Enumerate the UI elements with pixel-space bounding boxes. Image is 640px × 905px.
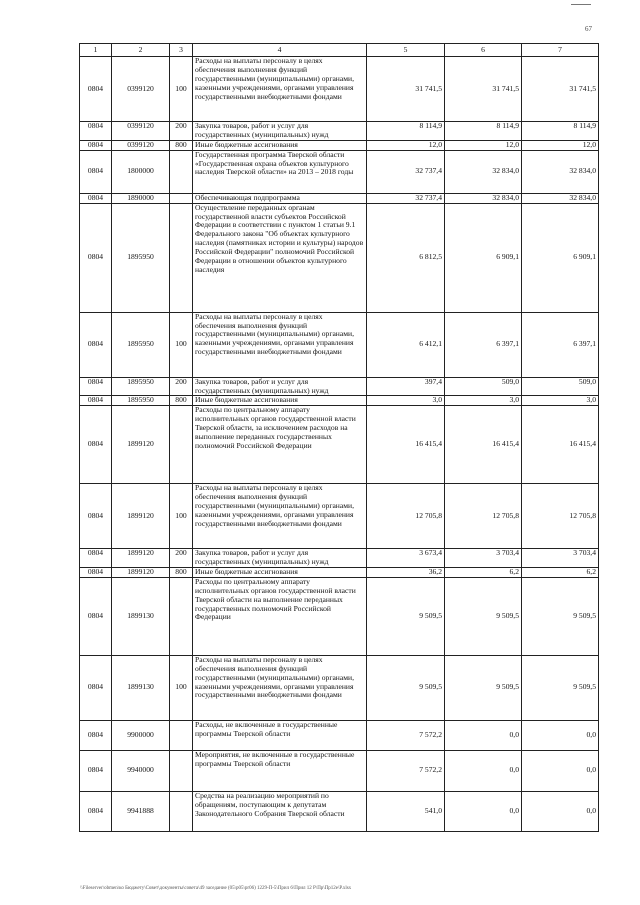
article-code-cell: 1890000 [112,193,170,203]
page-number: 67 [585,25,592,33]
expense-type-cell [170,720,193,750]
article-code-cell: 1895950 [112,396,170,406]
section-code-cell: 0804 [80,549,112,568]
amount-col7-cell: 3 703,4 [522,549,599,568]
article-code-cell: 1899120 [112,549,170,568]
description-cell: Закупка товаров, работ и услуг для государственных (муниципальных) нужд [193,377,367,396]
expense-type-cell: 100 [170,57,193,122]
article-code-cell: 1895950 [112,203,170,312]
article-code-cell: 1895950 [112,312,170,377]
section-code-cell: 0804 [80,750,112,791]
amount-col7-cell: 6,2 [522,568,599,578]
article-code-cell: 0399120 [112,122,170,141]
amount-col6-cell: 9 509,5 [445,655,522,720]
expense-type-cell: 200 [170,549,193,568]
table-row [80,750,599,791]
col-header-2: 2 [112,44,170,57]
amount-col6-cell: 6 397,1 [445,312,522,377]
expense-type-cell [170,577,193,655]
amount-col7-cell: 31 741,5 [522,57,599,122]
section-code-cell: 0804 [80,150,112,193]
expense-type-cell: 800 [170,140,193,150]
table-row [80,568,599,578]
amount-col6-cell: 6,2 [445,568,522,578]
expense-type-cell [170,150,193,193]
expense-type-cell [170,406,193,484]
expense-type-cell: 200 [170,122,193,141]
amount-col5-cell: 541,0 [367,791,445,831]
amount-col7-cell: 3,0 [522,396,599,406]
description-cell: Расходы на выплаты персоналу в целях обеспечения выполнения функций государственными (муниципальными) органами, казенными учреждениями, органами управления государственными внебюджетными фондами [193,484,367,549]
section-code-cell: 0804 [80,140,112,150]
table-row [80,312,599,377]
expense-type-cell: 200 [170,377,193,396]
section-code-cell: 0804 [80,57,112,122]
amount-col5-cell: 36,2 [367,568,445,578]
description-cell: Закупка товаров, работ и услуг для государственных (муниципальных) нужд [193,549,367,568]
amount-col7-cell: 12 705,8 [522,484,599,549]
section-code-cell: 0804 [80,122,112,141]
amount-col6-cell: 16 415,4 [445,406,522,484]
amount-col6-cell: 8 114,9 [445,122,522,141]
expense-type-cell [170,193,193,203]
amount-col7-cell: 16 415,4 [522,406,599,484]
amount-col6-cell: 9 509,5 [445,577,522,655]
table-row [80,484,599,549]
col-header-1: 1 [80,44,112,57]
col-header-3: 3 [170,44,193,57]
expense-type-cell [170,203,193,312]
amount-col6-cell: 3,0 [445,396,522,406]
article-code-cell: 1895950 [112,377,170,396]
top-rule [571,4,591,5]
article-code-cell: 0399120 [112,140,170,150]
amount-col5-cell: 3 673,4 [367,549,445,568]
section-code-cell: 0804 [80,791,112,831]
amount-col5-cell: 397,4 [367,377,445,396]
amount-col6-cell: 12,0 [445,140,522,150]
article-code-cell: 9900000 [112,720,170,750]
amount-col5-cell: 32 737,4 [367,150,445,193]
amount-col5-cell: 6 412,1 [367,312,445,377]
table-row [80,406,599,484]
description-cell: Расходы, не включенные в государственные программы Тверской области [193,720,367,750]
description-cell: Расходы по центральному аппарату исполнительных органов государственной власти Тверской области, за исключением расходов на выполнение переданных государственных полномочий Российской Федерации [193,406,367,484]
amount-col6-cell: 31 741,5 [445,57,522,122]
table-row [80,57,599,122]
section-code-cell: 0804 [80,577,112,655]
description-cell: Расходы на выплаты персоналу в целях обеспечения выполнения функций государственными (муниципальными) органами, казенными учреждениями, органами управления государственными внебюджетными фондами [193,57,367,122]
amount-col7-cell: 12,0 [522,140,599,150]
description-cell: Государственная программа Тверской области «Государственная охрана объектов культурного наследия Тверской области» на 2013 – 2018 годы [193,150,367,193]
section-code-cell: 0804 [80,396,112,406]
amount-col6-cell: 32 834,0 [445,193,522,203]
table-row [80,655,599,720]
description-cell: Расходы на выплаты персоналу в целях обеспечения выполнения функций государственными (муниципальными) органами, казенными учреждениями, органами управления государственными внебюджетными фондами [193,312,367,377]
description-cell: Закупка товаров, работ и услуг для государственных (муниципальных) нужд [193,122,367,141]
description-cell: Иные бюджетные ассигнования [193,140,367,150]
expense-type-cell: 800 [170,396,193,406]
amount-col5-cell: 12 705,8 [367,484,445,549]
table-row [80,150,599,193]
amount-col5-cell: 7 572,2 [367,750,445,791]
amount-col6-cell: 0,0 [445,791,522,831]
header-row [80,44,599,57]
expense-type-cell [170,750,193,791]
table-row [80,122,599,141]
amount-col7-cell: 6 397,1 [522,312,599,377]
article-code-cell: 1899120 [112,568,170,578]
table-row [80,791,599,831]
table-row [80,140,599,150]
amount-col5-cell: 32 737,4 [367,193,445,203]
amount-col6-cell: 6 909,1 [445,203,522,312]
amount-col7-cell: 32 834,0 [522,150,599,193]
table-row [80,577,599,655]
amount-col6-cell: 0,0 [445,720,522,750]
description-cell: Мероприятия, не включенные в государственные программы Тверской области [193,750,367,791]
amount-col7-cell: 32 834,0 [522,193,599,203]
col-header-4: 4 [193,44,367,57]
amount-col5-cell: 9 509,5 [367,655,445,720]
col-header-5: 5 [367,44,445,57]
amount-col7-cell: 0,0 [522,791,599,831]
table-row [80,377,599,396]
section-code-cell: 0804 [80,568,112,578]
article-code-cell: 9941888 [112,791,170,831]
amount-col5-cell: 3,0 [367,396,445,406]
file-path-footer: \\Fileserver\obmen\ко Бюджету\Совет\документы\совета\49 заседание (05\p05\pr06) 1229-П-5\Прил 6\Прил 12 Р\Пр\Пр12е\Р.xlsx [80,886,352,891]
amount-col6-cell: 12 705,8 [445,484,522,549]
description-cell: Расходы по центральному аппарату исполнительных органов государственной власти Тверской области на выполнение переданных государственных полномочий Российской Федерации [193,577,367,655]
section-code-cell: 0804 [80,193,112,203]
amount-col7-cell: 8 114,9 [522,122,599,141]
expense-type-cell: 800 [170,568,193,578]
amount-col6-cell: 32 834,0 [445,150,522,193]
table-row [80,396,599,406]
article-code-cell: 1899120 [112,484,170,549]
section-code-cell: 0804 [80,377,112,396]
amount-col5-cell: 6 812,5 [367,203,445,312]
amount-col5-cell: 8 114,9 [367,122,445,141]
amount-col7-cell: 9 509,5 [522,655,599,720]
amount-col7-cell: 509,0 [522,377,599,396]
section-code-cell: 0804 [80,655,112,720]
expense-type-cell: 100 [170,484,193,549]
article-code-cell: 1800000 [112,150,170,193]
article-code-cell: 1899130 [112,577,170,655]
amount-col6-cell: 509,0 [445,377,522,396]
description-cell: Обеспечивающая подпрограмма [193,193,367,203]
table-row [80,203,599,312]
table-row [80,549,599,568]
description-cell: Осуществление переданных органам государственной власти субъектов Российской Федерации в соответствии с пунктом 1 статьи 9.1 Федерального закона "Об объектах культурного наследия (памятниках истории и культуры) народов Российской Федерации" полномочий Российской Федерации в отношении объектов культурного наследия [193,203,367,312]
article-code-cell: 1899120 [112,406,170,484]
section-code-cell: 0804 [80,484,112,549]
amount-col5-cell: 31 741,5 [367,57,445,122]
description-cell: Иные бюджетные ассигнования [193,568,367,578]
article-code-cell: 1899130 [112,655,170,720]
col-header-7: 7 [522,44,599,57]
amount-col7-cell: 9 509,5 [522,577,599,655]
table-row [80,720,599,750]
expense-type-cell [170,791,193,831]
description-cell: Расходы на выплаты персоналу в целях обеспечения выполнения функций государственными (муниципальными) органами, казенными учреждениями, органами управления государственными внебюджетными фондами [193,655,367,720]
amount-col7-cell: 0,0 [522,750,599,791]
table-row [80,193,599,203]
section-code-cell: 0804 [80,312,112,377]
section-code-cell: 0804 [80,720,112,750]
description-cell: Иные бюджетные ассигнования [193,396,367,406]
section-code-cell: 0804 [80,406,112,484]
amount-col5-cell: 12,0 [367,140,445,150]
amount-col7-cell: 6 909,1 [522,203,599,312]
expense-type-cell: 100 [170,312,193,377]
section-code-cell: 0804 [80,203,112,312]
budget-table [79,43,599,832]
article-code-cell: 9940000 [112,750,170,791]
col-header-6: 6 [445,44,522,57]
amount-col6-cell: 3 703,4 [445,549,522,568]
expense-type-cell: 100 [170,655,193,720]
amount-col5-cell: 16 415,4 [367,406,445,484]
article-code-cell: 0399120 [112,57,170,122]
amount-col6-cell: 0,0 [445,750,522,791]
amount-col7-cell: 0,0 [522,720,599,750]
amount-col5-cell: 7 572,2 [367,720,445,750]
description-cell: Средства на реализацию мероприятий по обращениям, поступающим к депутатам Законодательного Собрания Тверской области [193,791,367,831]
amount-col5-cell: 9 509,5 [367,577,445,655]
